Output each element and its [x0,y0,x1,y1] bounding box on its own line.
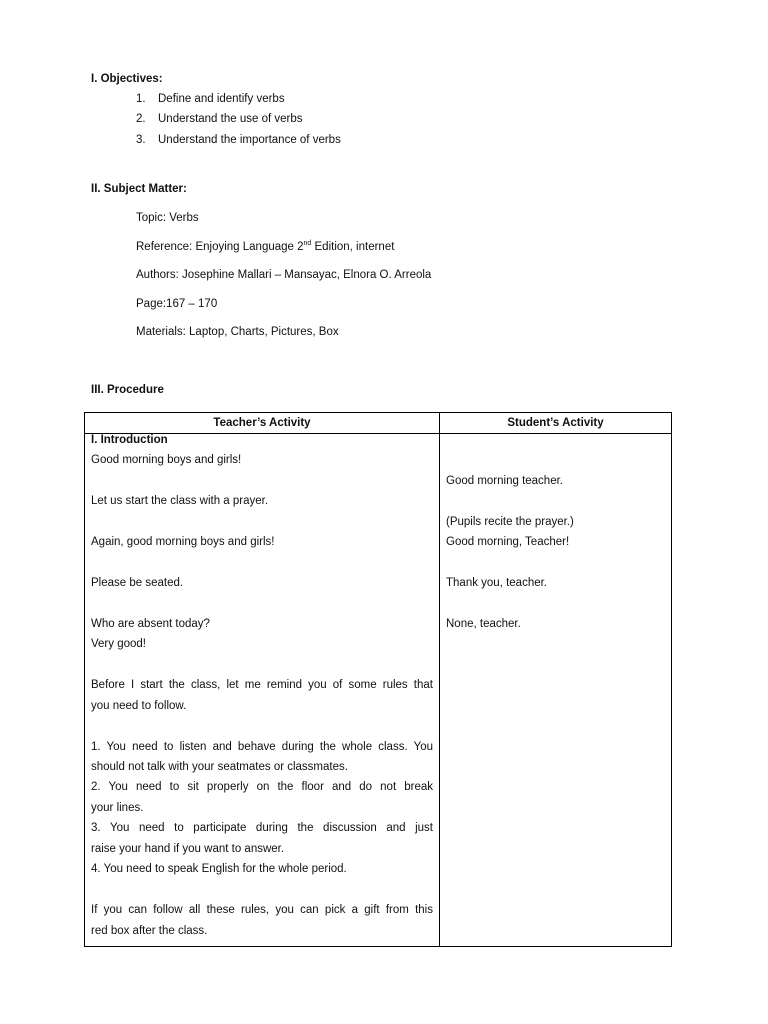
rule-line: should not talk with your seatmates or classmates. [91,761,348,773]
objective-number: 3. [136,134,146,146]
student-line: None, teacher. [446,618,521,630]
teacher-line: Let us start the class with a prayer. [91,495,269,507]
subject-heading: II. Subject Matter: [91,183,187,195]
teacher-line: red box after the class. [91,925,208,937]
teacher-activity-cell [85,434,440,947]
objective-number: 2. [136,113,146,125]
rule-line: 3. You need to participate during the discussion and just [91,822,433,834]
student-line: Thank you, teacher. [446,577,548,589]
rule-line: raise your hand if you want to answer. [91,843,285,855]
student-line: Good morning teacher. [446,475,563,487]
objective-item: Define and identify verbs [158,93,285,105]
teacher-line: you need to follow. [91,700,187,712]
reference-text: Reference: Enjoying Language 2 [136,240,304,253]
student-line: Good morning, Teacher! [446,536,570,548]
subject-topic: Topic: Verbs [136,212,199,224]
procedure-table [84,412,672,947]
rule-line: 2. You need to sit properly on the floor and do not break [91,781,433,793]
teacher-line: Again, good morning boys and girls! [91,536,275,548]
subject-page: Page:167 – 170 [136,298,218,310]
subject-authors: Authors: Josephine Mallari – Mansayac, Elnora O. Arreola [136,269,432,281]
subject-reference [136,240,394,253]
procedure-heading: III. Procedure [91,384,164,396]
teacher-line: Very good! [91,638,146,650]
introduction-heading: I. Introduction [91,434,168,446]
student-line: (Pupils recite the prayer.) [446,516,574,528]
reference-text-end: Edition, internet [311,240,395,253]
subject-materials: Materials: Laptop, Charts, Pictures, Box [136,326,339,338]
rule-line: your lines. [91,802,144,814]
procedure-table-header [85,413,672,434]
objectives-heading: I. Objectives: [91,73,163,85]
objective-item: Understand the use of verbs [158,113,303,125]
reference-superscript: nd [303,240,312,247]
procedure-table-row [85,434,672,947]
teacher-line: Who are absent today? [91,618,210,630]
student-activity-cell [440,434,672,947]
teacher-line: Good morning boys and girls! [91,454,242,466]
teacher-activity-header: Teacher’s Activity [85,413,440,434]
objective-number: 1. [136,93,146,105]
student-activity-header: Student’s Activity [440,413,672,434]
rule-line: 4. You need to speak English for the whole period. [91,863,347,875]
teacher-line: If you can follow all these rules, you can pick a gift from this [91,904,433,916]
objective-item: Understand the importance of verbs [158,134,341,146]
rule-line: 1. You need to listen and behave during the whole class. You [91,741,433,753]
teacher-line: Please be seated. [91,577,184,589]
teacher-line: Before I start the class, let me remind you of some rules that [91,679,433,691]
